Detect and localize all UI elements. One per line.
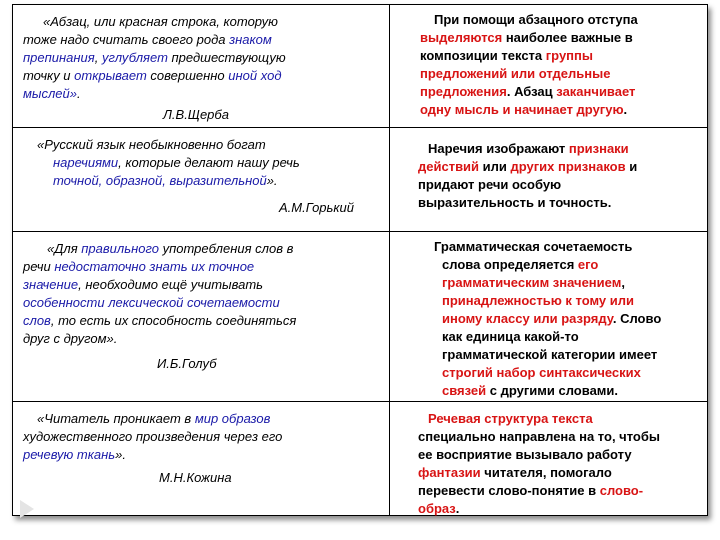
text-segment: , xyxy=(94,50,102,65)
explanation-line xyxy=(420,29,638,47)
quote-line xyxy=(23,49,286,67)
explanation-line xyxy=(434,346,661,364)
explanation-cell xyxy=(390,128,707,231)
text-segment: , xyxy=(621,275,625,290)
text-segment: , необходимо ещё учитывать xyxy=(78,277,263,292)
explanation-line xyxy=(434,238,661,256)
highlight-text: строгий набор синтаксических xyxy=(442,365,641,380)
text-segment: друг с другом». xyxy=(23,331,118,346)
text-segment: наиболее важные в xyxy=(502,30,633,45)
text-segment: точку и xyxy=(23,68,75,83)
text-segment: употребления слов в xyxy=(158,241,294,256)
text-segment: читателя, помогало xyxy=(480,465,612,480)
quote-line xyxy=(23,13,286,31)
table-row xyxy=(13,5,707,127)
comparison-table xyxy=(12,4,708,516)
quote-line xyxy=(23,428,282,446)
table-row xyxy=(13,401,707,515)
emphasis-text: углубляет xyxy=(101,50,168,65)
highlight-text: одну мысль и начинает другую xyxy=(420,102,624,117)
quote-text xyxy=(23,410,282,464)
quote-author: М.Н.Кожина xyxy=(159,470,232,485)
text-segment: художественного произведения через его xyxy=(23,429,283,444)
explanation-line xyxy=(420,101,638,119)
explanation-line xyxy=(434,292,661,310)
quote-line xyxy=(23,410,282,428)
quote-cell xyxy=(13,232,390,401)
table-row xyxy=(13,231,707,401)
explanation-text xyxy=(418,410,660,518)
explanation-line xyxy=(418,410,660,428)
highlight-text: признаки xyxy=(568,141,629,156)
explanation-text xyxy=(420,11,638,119)
explanation-line xyxy=(434,328,661,346)
highlight-text: других признаков xyxy=(510,159,626,174)
text-segment: придают речи особую xyxy=(418,177,562,192)
explanation-line xyxy=(418,464,660,482)
explanation-line xyxy=(434,274,661,292)
quote-line xyxy=(37,172,300,190)
text-segment: . xyxy=(623,102,628,117)
text-segment: ее восприятие вызывало работу xyxy=(418,447,632,462)
text-segment: . xyxy=(455,501,460,516)
text-segment: перевести слово-понятие в xyxy=(418,483,600,498)
text-segment: специально направлена на то, чтобы xyxy=(418,429,660,444)
emphasis-text: недостаточно знать их точное xyxy=(54,259,255,274)
explanation-text xyxy=(418,140,637,212)
highlight-text: предложений или отдельные xyxy=(420,66,611,81)
highlight-text: слово- xyxy=(599,483,644,498)
emphasis-text: иной ход xyxy=(228,68,282,83)
quote-line xyxy=(23,31,286,49)
quote-line xyxy=(23,312,296,330)
quote-author: Л.В.Щерба xyxy=(163,107,229,122)
quote-text xyxy=(37,136,300,190)
text-segment: выразительность и точность. xyxy=(418,195,612,210)
text-segment: «Читатель проникает в xyxy=(37,411,195,426)
text-segment: грамматической категории имеет xyxy=(442,347,658,362)
text-segment: как единица какой-то xyxy=(442,329,579,344)
highlight-text: его xyxy=(577,257,599,272)
quote-line xyxy=(23,330,296,348)
highlight-text: Речевая структура текста xyxy=(428,411,593,426)
highlight-text: действий xyxy=(418,159,480,174)
highlight-text: предложения xyxy=(420,84,507,99)
explanation-line xyxy=(418,194,637,212)
explanation-line xyxy=(434,310,661,328)
explanation-line xyxy=(420,11,638,29)
bullet-arrow-icon xyxy=(20,500,34,518)
text-segment: . Абзац xyxy=(506,84,557,99)
quote-line xyxy=(23,85,286,103)
highlight-text: принадлежностью к тому или xyxy=(442,293,635,308)
text-segment: , которые делают нашу речь xyxy=(118,155,300,170)
text-segment: «Русский язык необыкновенно богат xyxy=(37,137,266,152)
emphasis-text: точной, образной, выразительной xyxy=(53,173,267,188)
quote-text xyxy=(23,13,286,103)
quote-line xyxy=(23,67,286,85)
text-segment: . xyxy=(77,86,81,101)
highlight-text: образ xyxy=(418,501,456,516)
text-segment: слова определяется xyxy=(442,257,578,272)
explanation-line xyxy=(420,83,638,101)
quote-text xyxy=(23,240,296,348)
emphasis-text: правильного xyxy=(81,241,159,256)
explanation-line xyxy=(418,482,660,500)
explanation-line xyxy=(420,47,638,65)
explanation-cell xyxy=(390,232,707,401)
quote-author: А.М.Горький xyxy=(279,200,354,215)
quote-line xyxy=(23,240,296,258)
explanation-cell xyxy=(390,5,707,127)
text-segment: с другими словами. xyxy=(486,383,619,398)
text-segment: . Слово xyxy=(612,311,662,326)
explanation-line xyxy=(418,500,660,518)
explanation-line xyxy=(418,176,637,194)
explanation-line xyxy=(418,140,637,158)
quote-cell xyxy=(13,5,390,127)
highlight-text: связей xyxy=(442,383,487,398)
emphasis-text: речевую ткань xyxy=(23,447,116,462)
emphasis-text: слов xyxy=(23,313,51,328)
text-segment: При помощи абзацного отступа xyxy=(434,12,638,27)
quote-line xyxy=(23,258,296,276)
text-segment: «Абзац, или красная строка, которую xyxy=(43,14,278,29)
highlight-text: заканчивает xyxy=(556,84,636,99)
text-segment: ». xyxy=(115,447,126,462)
text-segment: речи xyxy=(23,259,55,274)
highlight-text: группы xyxy=(545,48,593,63)
quote-line xyxy=(23,276,296,294)
text-segment: Грамматическая сочетаемость xyxy=(434,239,633,254)
explanation-line xyxy=(418,428,660,446)
text-segment: предшествующую xyxy=(167,50,286,65)
text-segment: и xyxy=(625,159,638,174)
explanation-line xyxy=(434,382,661,400)
text-segment: композиции текста xyxy=(420,48,546,63)
highlight-text: фантазии xyxy=(418,465,481,480)
emphasis-text: особенности лексической сочетаемости xyxy=(23,295,280,310)
text-segment: тоже надо считать своего рода xyxy=(23,32,230,47)
text-segment: Наречия изображают xyxy=(428,141,569,156)
table-row xyxy=(13,127,707,231)
text-segment: «Для xyxy=(47,241,82,256)
emphasis-text: мыслей» xyxy=(23,86,77,101)
explanation-line xyxy=(418,446,660,464)
highlight-text: грамматическим значением xyxy=(442,275,622,290)
highlight-text: выделяются xyxy=(420,30,503,45)
quote-line xyxy=(23,446,282,464)
emphasis-text: наречиями xyxy=(53,155,119,170)
quote-line xyxy=(23,294,296,312)
quote-author: И.Б.Голуб xyxy=(157,356,217,371)
quote-line xyxy=(37,136,300,154)
explanation-line xyxy=(418,158,637,176)
text-segment: или xyxy=(479,159,511,174)
emphasis-text: мир образов xyxy=(194,411,271,426)
text-segment: ». xyxy=(266,173,278,188)
text-segment: , то есть их способность соединяться xyxy=(50,313,297,328)
emphasis-text: знаком xyxy=(229,32,272,47)
explanation-cell xyxy=(390,402,707,515)
emphasis-text: препинания xyxy=(23,50,95,65)
quote-cell xyxy=(13,128,390,231)
text-segment: совершенно xyxy=(146,68,229,83)
emphasis-text: открывает xyxy=(74,68,147,83)
highlight-text: иному классу или разряду xyxy=(442,311,613,326)
quote-cell xyxy=(13,402,390,515)
emphasis-text: значение xyxy=(23,277,79,292)
explanation-line xyxy=(434,364,661,382)
explanation-text xyxy=(434,238,661,400)
explanation-line xyxy=(434,256,661,274)
quote-line xyxy=(37,154,300,172)
explanation-line xyxy=(420,65,638,83)
